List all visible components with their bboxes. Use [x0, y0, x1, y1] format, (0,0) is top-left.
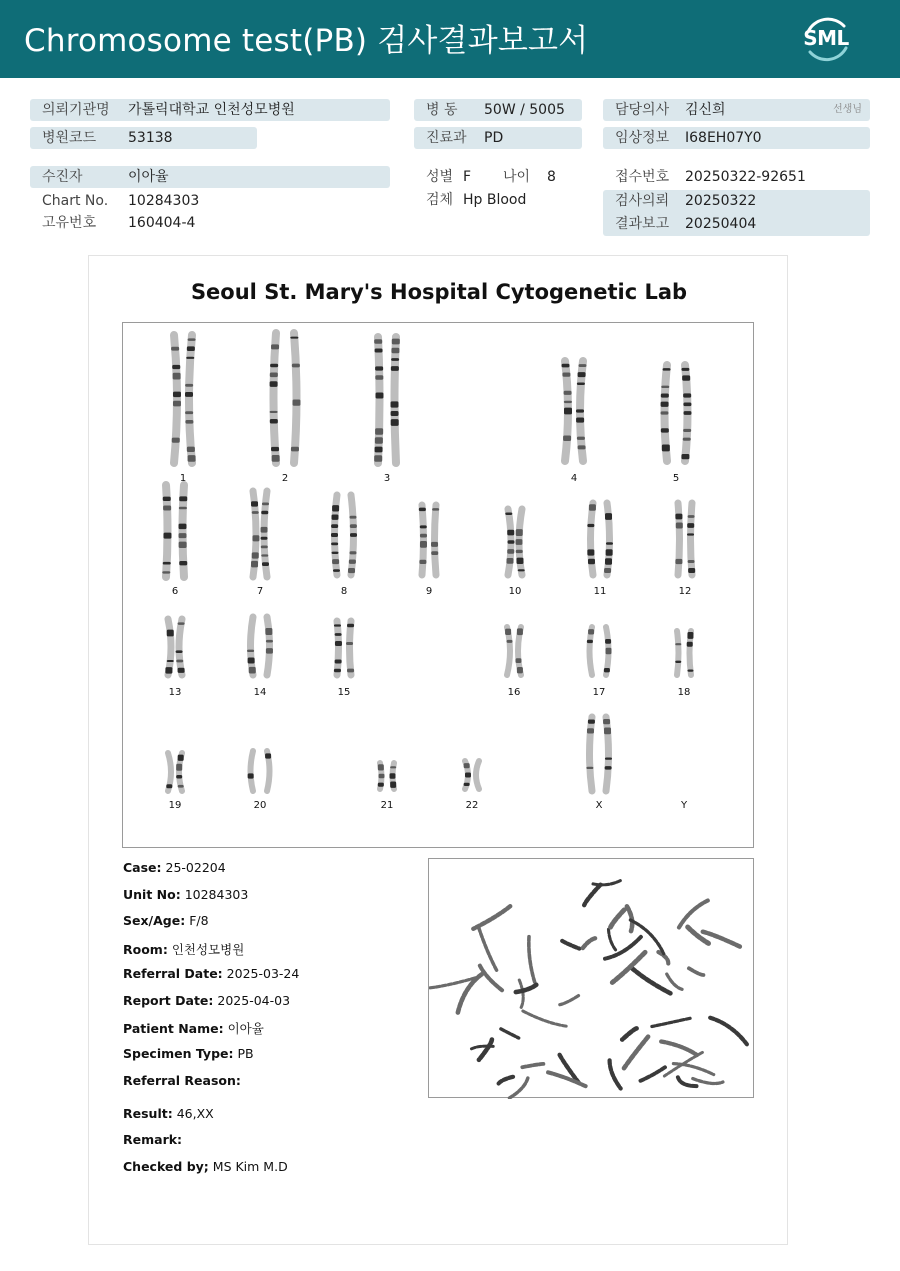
checked-by-value: MS Kim M.D: [212, 1159, 288, 1174]
chromosome-pair-16: [505, 627, 523, 675]
detail-value: 10284303: [184, 887, 249, 902]
ward-field: [414, 99, 582, 121]
examinee-field: [30, 166, 390, 188]
detail-value: 인천성모병원: [171, 942, 245, 957]
field-label: 결과보고: [615, 216, 670, 232]
metaphase-chromosome: [624, 1037, 648, 1069]
detail-label: Referral Reason:: [123, 1073, 241, 1088]
chromosome-pair-13: [165, 619, 184, 675]
field-value: PD: [484, 130, 504, 146]
metaphase-chromosome: [610, 910, 624, 929]
metaphase-chromosome: [510, 1078, 528, 1098]
detail-unit-no: [123, 887, 248, 902]
field-value: 10284303: [128, 193, 200, 209]
metaphase-chromosome: [501, 1029, 519, 1038]
metaphase-chromosome: [498, 1077, 513, 1085]
metaphase-chromosome: [560, 996, 579, 1005]
chromosome-label-19: 19: [168, 800, 182, 811]
metaphase-chromosome: [479, 1040, 492, 1060]
chromosome-label-17: 17: [592, 687, 606, 698]
result-line: [123, 1106, 214, 1121]
chromosome-label-22: 22: [465, 800, 479, 811]
metaphase-chromosome: [652, 1018, 690, 1026]
field-value: F: [463, 169, 472, 185]
chromosome-label-1: 1: [179, 473, 187, 484]
metaphase-spread: [428, 858, 754, 1098]
chromosome-pair-18: [675, 631, 693, 675]
field-label: 성별: [426, 169, 454, 185]
metaphase-chromosome: [473, 906, 510, 929]
field-value: 김신희: [685, 102, 726, 118]
metaphase-chromosome: [640, 1067, 665, 1081]
age-field: [491, 166, 581, 188]
detail-label: Room:: [123, 942, 168, 957]
physician-field: [603, 99, 870, 121]
chromosome-pair-X: [586, 717, 612, 791]
chromosome-label-11: 11: [593, 586, 607, 597]
chromosome-label-Y: Y: [680, 800, 688, 811]
field-value: 160404-4: [128, 215, 196, 231]
metaphase-chromosome: [689, 968, 705, 975]
metaphase-chromosome: [693, 1079, 723, 1084]
metaphase-chromosome: [679, 901, 708, 928]
detail-label: Specimen Type:: [123, 1046, 234, 1061]
chromosome-label-14: 14: [253, 687, 267, 698]
department-field: [414, 127, 582, 149]
field-value: 53138: [128, 130, 173, 146]
detail-value: 2025-04-03: [217, 993, 291, 1008]
metaphase-chromosome: [548, 1072, 586, 1086]
chromosome-pair-22: [464, 761, 479, 789]
unique-no-field: [30, 212, 390, 234]
metaphase-chromosome: [673, 1064, 713, 1075]
physician-suffix: 선생님: [833, 104, 862, 115]
field-label: 진료과: [426, 130, 467, 146]
detail-value: 25-02204: [165, 860, 226, 875]
clinical-info-field: [603, 127, 870, 149]
metaphase-chromosome: [661, 1042, 697, 1056]
detail-value: 2025-03-24: [226, 966, 300, 981]
metaphase-chromosome: [622, 1028, 636, 1039]
metaphase-chromosome: [514, 985, 536, 993]
chromosome-pair-8: [331, 495, 357, 575]
remark-line: [123, 1132, 182, 1147]
chromosome-label-10: 10: [508, 586, 522, 597]
metaphase-chromosome: [609, 929, 617, 951]
chromosome-label-8: 8: [340, 586, 348, 597]
metaphase-chromosome: [630, 920, 663, 954]
metaphase-chromosome: [688, 927, 709, 943]
detail-referral-date: [123, 966, 299, 981]
chromosome-pair-1: [171, 335, 195, 463]
chromosome-label-20: 20: [253, 800, 267, 811]
karyogram: [122, 322, 754, 848]
chromosome-label-9: 9: [425, 586, 433, 597]
detail-value: PB: [237, 1046, 254, 1061]
chromosome-pair-19: [166, 753, 183, 791]
field-value: 20250322: [685, 193, 757, 209]
detail-patient-name: [123, 1019, 264, 1037]
field-label: 병 동: [426, 102, 458, 118]
chromosome-pair-4: [562, 361, 587, 461]
field-label: 검체: [426, 192, 454, 208]
chromosome-label-7: 7: [256, 586, 264, 597]
remark-label: Remark:: [123, 1132, 183, 1147]
detail-room: [123, 940, 244, 958]
receipt-no-field: [603, 166, 870, 188]
date-fields-group: [603, 190, 870, 236]
field-value: 20250404: [685, 216, 757, 232]
metaphase-chromosome: [529, 937, 535, 984]
chromosome-pair-5: [661, 365, 692, 461]
metaphase-chromosome: [583, 938, 596, 948]
page-title: Chromosome test(PB) 검사결과보고서: [24, 23, 589, 59]
checked-by-label: Checked by;: [123, 1159, 209, 1174]
chromosome-label-13: 13: [168, 687, 182, 698]
metaphase-chromosome: [667, 974, 683, 990]
chromosome-pair-21: [378, 763, 396, 789]
metaphase-chromosome: [562, 941, 579, 949]
logo-text: SML: [803, 26, 849, 50]
metaphase-chromosome: [632, 968, 670, 993]
chromosome-label-15: 15: [337, 687, 351, 698]
detail-value: 이아율: [227, 1021, 264, 1036]
chromosome-label-3: 3: [383, 473, 391, 484]
field-label: 임상정보: [615, 130, 670, 146]
chromosome-label-4: 4: [570, 473, 578, 484]
detail-label: Case:: [123, 860, 162, 875]
field-value: 8: [547, 169, 556, 185]
lab-title: Seoul St. Mary's Hospital Cytogenetic Lab: [190, 280, 688, 304]
sml-logo: [798, 12, 854, 66]
checked-by-line: [123, 1159, 288, 1174]
detail-label: Unit No:: [123, 887, 181, 902]
detail-specimen-type: [123, 1046, 254, 1061]
metaphase-chromosome: [612, 952, 645, 982]
chromosome-label-2: 2: [281, 473, 289, 484]
metaphase-chromosome: [584, 885, 600, 906]
field-label: 나이: [503, 169, 531, 185]
chart-no-field: [30, 190, 390, 212]
chromosome-pair-15: [334, 621, 354, 675]
detail-value: F/8: [189, 913, 209, 928]
chromosome-pair-17: [587, 627, 612, 675]
field-label: 접수번호: [615, 169, 670, 185]
chromosome-label-18: 18: [677, 687, 691, 698]
chromosome-pair-11: [587, 503, 613, 575]
detail-label: Report Date:: [123, 993, 214, 1008]
field-label: 병원코드: [42, 130, 97, 146]
detail-label: Referral Date:: [123, 966, 223, 981]
field-value: 가톨릭대학교 인천성모병원: [128, 102, 295, 118]
chromosome-pair-7: [251, 491, 269, 577]
metaphase-chromosome: [710, 1018, 747, 1045]
hospital-code-field: [30, 127, 257, 149]
chromosome-pair-6: [162, 485, 187, 577]
chromosome-pair-10: [505, 509, 524, 575]
chromosome-pair-20: [248, 751, 271, 791]
field-value: 이아율: [128, 169, 169, 185]
field-value: 50W / 5005: [484, 102, 565, 118]
metaphase-chromosomes: [429, 859, 755, 1099]
field-label: 의뢰기관명: [42, 102, 110, 118]
report-header: [0, 0, 900, 78]
chromosome-label-6: 6: [171, 586, 179, 597]
field-label: 검사의뢰: [615, 193, 670, 209]
chromosome-label-16: 16: [507, 687, 521, 698]
chromosome-label-12: 12: [678, 586, 692, 597]
detail-report-date: [123, 993, 290, 1008]
result-label: Result:: [123, 1106, 173, 1121]
field-label: 수진자: [42, 169, 83, 185]
karyotype-report: [88, 255, 788, 1245]
metaphase-chromosome: [480, 966, 502, 991]
chromosome-pair-14: [247, 617, 273, 675]
chromosome-pair-3: [374, 337, 400, 463]
metaphase-chromosome: [479, 928, 497, 971]
chromosome-label-21: 21: [380, 800, 394, 811]
field-label: 담당의사: [615, 102, 670, 118]
detail-label: Patient Name:: [123, 1021, 224, 1036]
field-value: Hp Blood: [463, 192, 527, 208]
detail-case: [123, 860, 226, 875]
field-value: 20250322-92651: [685, 169, 806, 185]
chromosome-pair-2: [270, 333, 301, 463]
metaphase-chromosome: [519, 980, 523, 1009]
referring-institution-field: [30, 99, 390, 121]
detail-referral-reason: [123, 1073, 241, 1088]
metaphase-chromosome: [610, 1060, 621, 1088]
chromosome-label-X: X: [595, 800, 603, 811]
specimen-field: [414, 189, 582, 211]
detail-label: Sex/Age:: [123, 913, 186, 928]
metaphase-chromosome: [523, 1011, 567, 1026]
chromosome-pair-12: [675, 503, 695, 575]
chromosome-pair-9: [419, 505, 439, 575]
field-label: Chart No.: [42, 193, 109, 209]
field-label: 고유번호: [42, 215, 97, 231]
metaphase-chromosome: [591, 881, 620, 885]
chromosome-label-5: 5: [672, 473, 680, 484]
field-value: I68EH07Y0: [685, 130, 762, 146]
metaphase-chromosome: [522, 1064, 543, 1067]
result-value: 46,XX: [176, 1106, 214, 1121]
detail-sex-age: [123, 913, 209, 928]
